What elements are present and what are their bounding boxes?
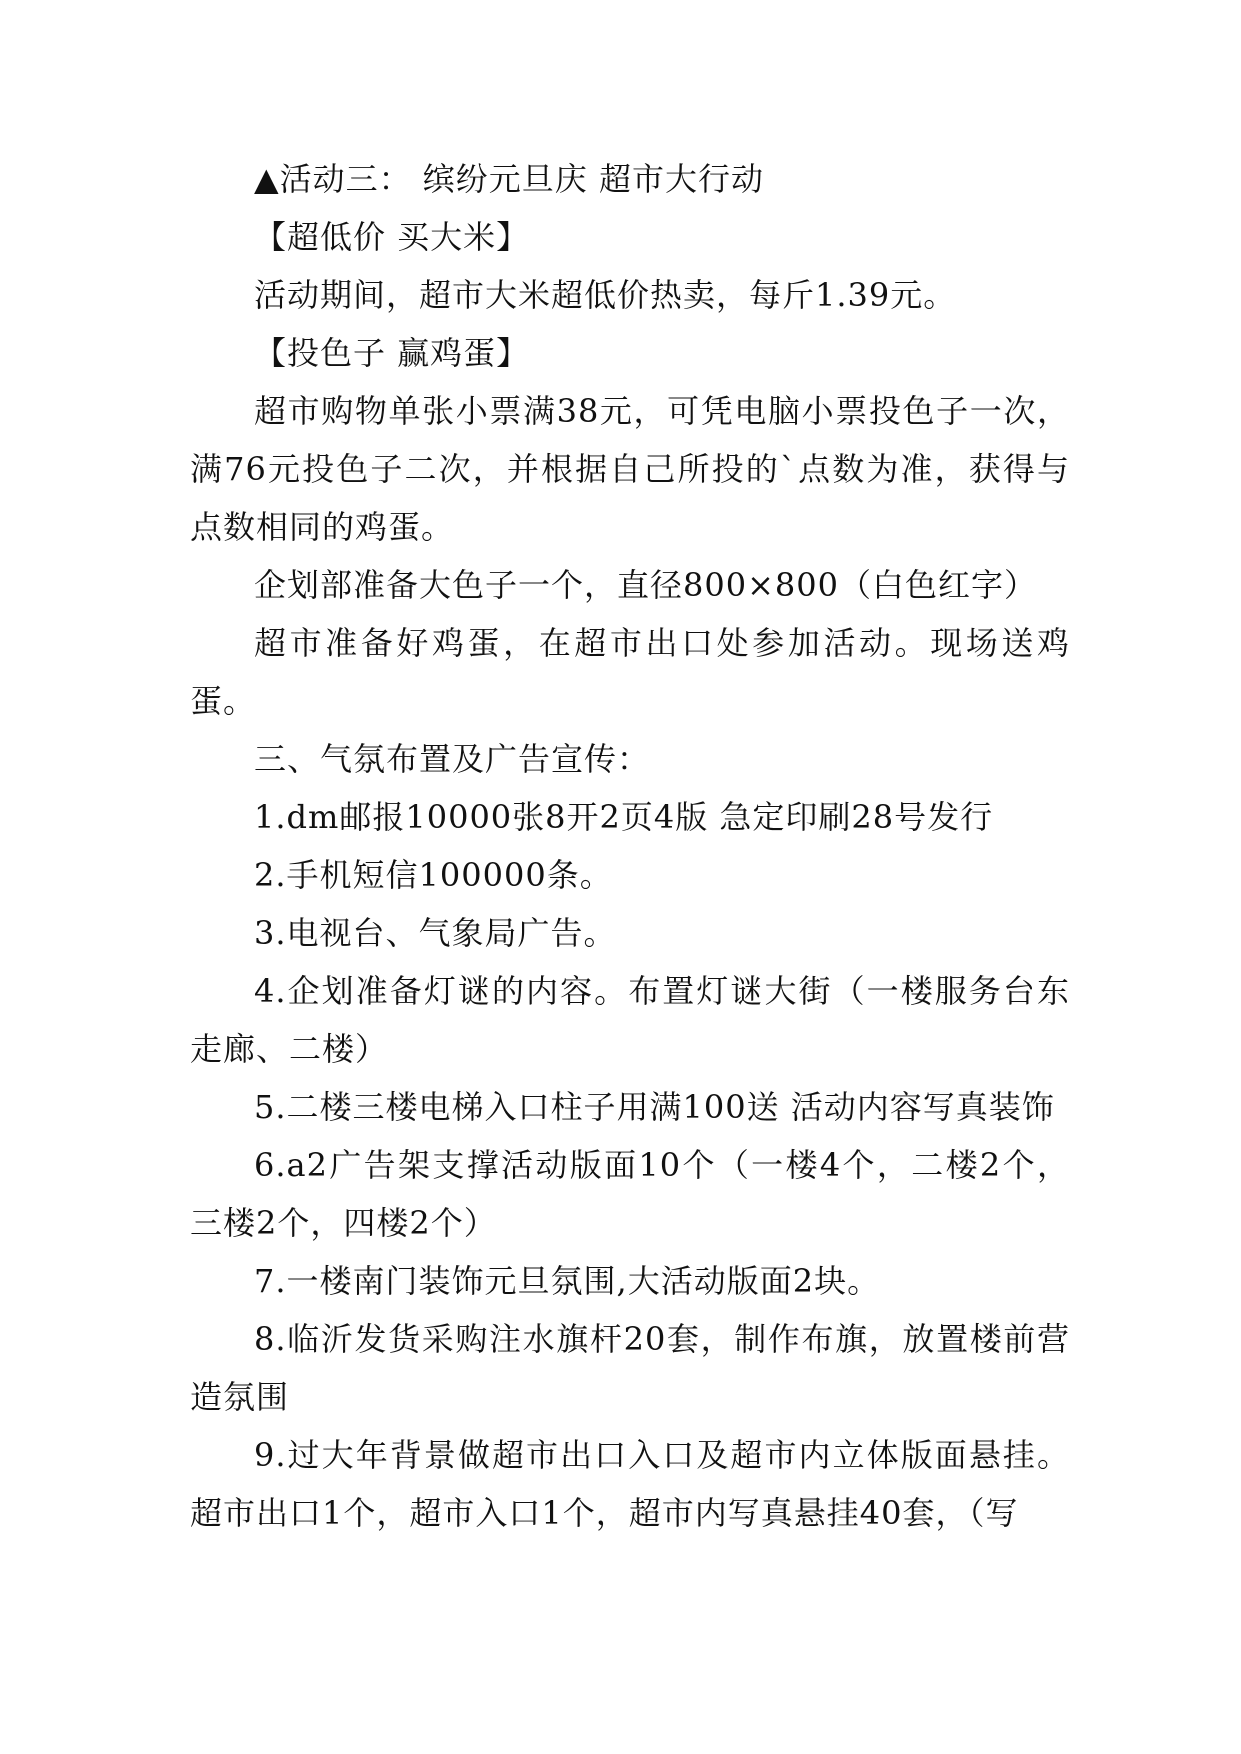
paragraph-dice-prep: 企划部准备大色子一个，直径800×800（白色红字） [254,566,1037,604]
subheading-rice-sale: 【超低价 买大米】 [254,218,530,256]
list-item-3: 3.电视台、气象局广告。 [254,914,617,952]
subheading-dice-eggs: 【投色子 赢鸡蛋】 [254,334,530,372]
paragraph-rice-price: 活动期间，超市大米超低价热卖，每斤1.39元。 [254,276,957,314]
list-item-8: 8.临沂发货采购注水旗杆20套，制作布旗，放置楼前营造氛围 [190,1320,1070,1416]
list-item-6: 6.a2广告架支撑活动版面10个（一楼4个，二楼2个，三楼2个，四楼2个） [190,1146,1070,1242]
list-item-7: 7.一楼南门装饰元旦氛围,大活动版面2块。 [254,1262,881,1300]
paragraph-dice-rules: 超市购物单张小票满38元，可凭电脑小票投色子一次，满76元投色子二次，并根据自己所投的`点数为准，获得与点数相同的鸡蛋。 [190,392,1070,546]
list-item-9: 9.过大年背景做超市出口入口及超市内立体版面悬挂。超市出口1个，超市入口1个，超市内写真悬挂40套，（写 [190,1436,1070,1532]
list-item-4: 4.企划准备灯谜的内容。布置灯谜大街（一楼服务台东走廊、二楼） [190,972,1070,1068]
paragraph-egg-prep: 超市准备好鸡蛋，在超市出口处参加活动。现场送鸡蛋。 [190,624,1070,720]
list-item-1: 1.dm邮报10000张8开2页4版 急定印刷28号发行 [254,798,994,836]
document-body [190,150,1070,1542]
section-heading-atmosphere: 三、气氛布置及广告宣传： [254,740,651,778]
section-heading-activity-3: ▲活动三： 缤纷元旦庆 超市大行动 [254,160,764,198]
list-item-2: 2.手机短信100000条。 [254,856,613,894]
list-item-5: 5.二楼三楼电梯入口柱子用满100送 活动内容写真装饰 [254,1088,1055,1126]
